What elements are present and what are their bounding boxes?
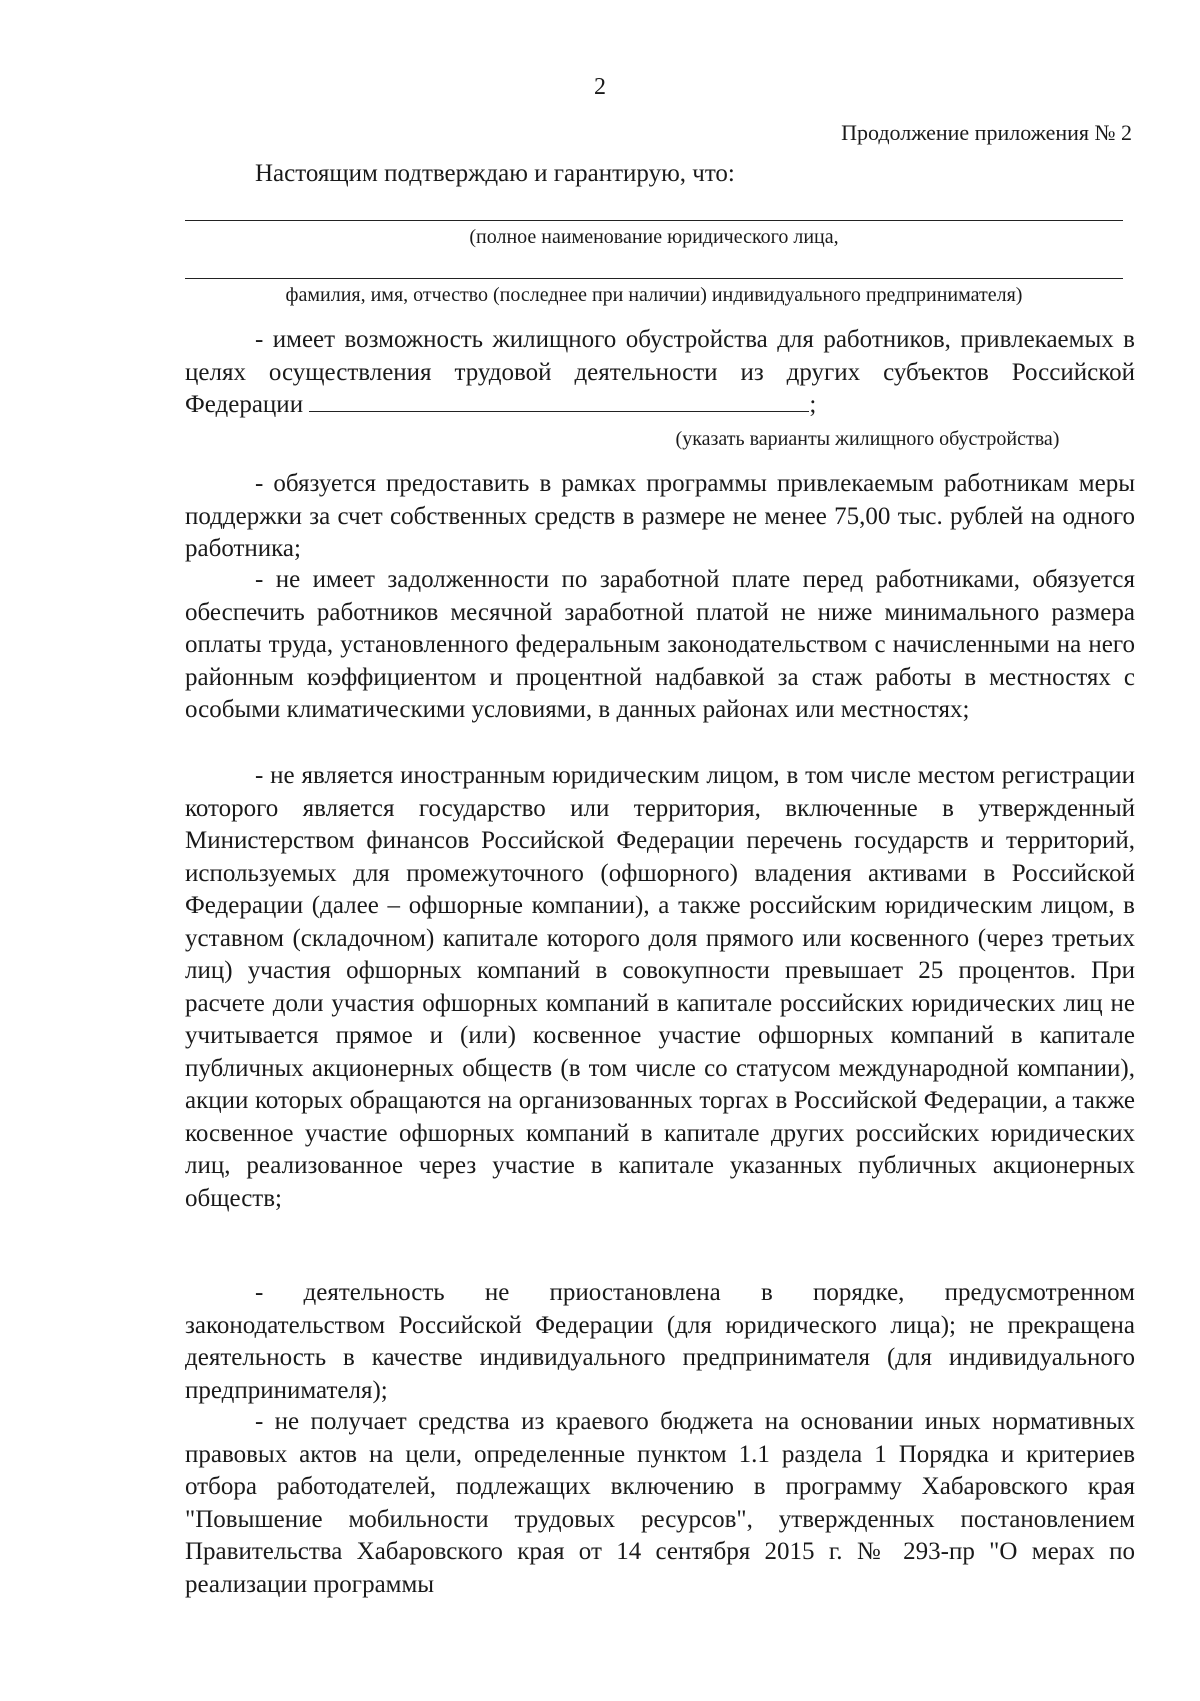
paragraph-activity-not-suspended: - деятельность не приостановлена в порядке, предусмотренном законодательством Российской Федерации (для юридического лица); не прекращена деятельность в качестве индивидуального предпринимателя (для индивидуального предпринимателя);	[185, 1279, 1135, 1404]
paragraph-no-regional-budget-funds: - не получает средства из краевого бюджета на основании иных нормативных правовых актов на цели, определенные пунктом 1.1 раздела 1 Порядка и критериев отбора работодателей, подлежащих включению в программу Хабаровского края "Повышение мобильности трудовых ресурсов", утвержденных постановлением Правительства Хабаровского края от 14 сентября 2015 г. № 293-пр "О мерах по реализации программы	[185, 1408, 1135, 1598]
legal-name-caption: (полное наименование юридического лица,	[469, 226, 839, 248]
legal-name-blank-line	[185, 220, 1123, 221]
entrepreneur-name-caption: фамилия, имя, отчество (последнее при наличии) индивидуального предпринимателя)	[285, 284, 1023, 306]
entrepreneur-name-blank-line	[185, 278, 1123, 279]
paragraph-no-wage-debt: - не имеет задолженности по заработной плате перед работниками, обязуется обеспечить работников месячной заработной платой не ниже минимального размера оплаты труда, установленного федеральным законодательством с начисленными на него районным коэффициентом и процентной надбавкой за стаж работы в местностях с особыми климатическими условиями, в данных районах или местностях;	[185, 566, 1135, 723]
paragraph-support-measures: - обязуется предоставить в рамках программы привлекаемым работникам меры поддержки за счет собственных средств в размере не менее 75,00 тыс. рублей на одного работника;	[185, 470, 1135, 562]
housing-options-blank	[309, 389, 809, 412]
page-number: 2	[594, 74, 606, 100]
housing-options-caption: (указать варианты жилищного обустройства)	[675, 428, 1060, 450]
intro-statement: Настоящим подтверждаю и гарантирую, что:	[255, 160, 735, 187]
housing-text-end: ;	[809, 391, 817, 418]
housing-text: - имеет возможность жилищного обустройства для работников, привлекаемых в целях осуществления трудовой деятельности из других субъектов Российской Федерации	[185, 326, 1135, 418]
paragraph-not-foreign-entity: - не является иностранным юридическим лицом, в том числе местом регистрации которого является государство или территория, включенные в утвержденный Министерством финансов Российской Федерации перечень государств и территорий, используемых для промежуточного (офшорного) владения активами в Российской Федерации (далее – офшорные компании), а также российским юридическим лицом, в уставном (складочном) капитале которого доля прямого или косвенного (через третьих лиц) участия офшорных компаний в совокупности превышает 25 процентов. При расчете доли участия офшорных компаний в капитале российских юридических лиц не учитывается прямое и (или) косвенное участие офшорных компаний в капитале публичных акционерных обществ (в том числе со статусом международной компании), акции которых обращаются на организованных торгах в Российской Федерации, а также косвенное участие офшорных компаний в капитале других российских юридических лиц, реализованное через участие в капитале указанных публичных акционерных обществ;	[185, 762, 1135, 1212]
paragraph-housing	[185, 324, 1135, 422]
appendix-continuation-label: Продолжение приложения № 2	[841, 120, 1132, 145]
